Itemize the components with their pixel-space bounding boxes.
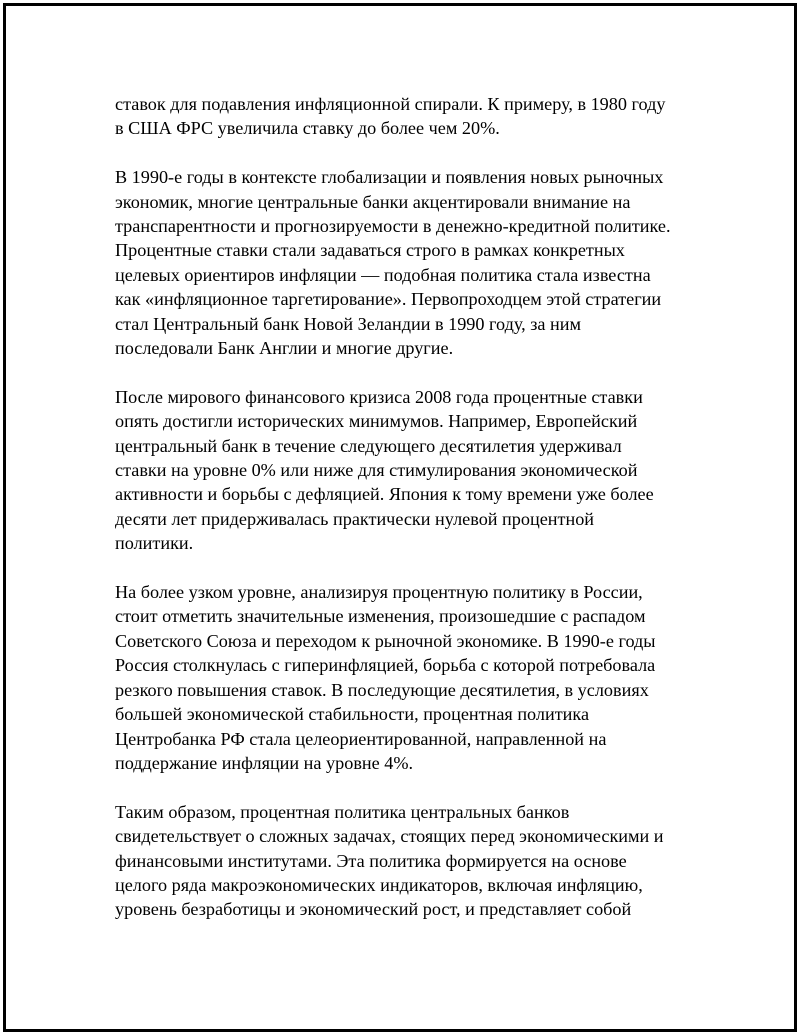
paragraph bbox=[115, 92, 715, 141]
text-line: Процентные ставки стали задаваться строго в рамках конкретных bbox=[115, 240, 625, 261]
paragraph bbox=[115, 165, 715, 360]
text-line: финансовыми институтами. Эта политика формируется на основе bbox=[115, 850, 627, 871]
text-line: ставок для подавления инфляционной спирали. К примеру, в 1980 году bbox=[115, 94, 666, 114]
text-line: ставки на уровне 0% или ниже для стимулирования экономической bbox=[115, 460, 638, 481]
text-line: стал Центральный банк Новой Зеландии в 1990 году, за ним bbox=[115, 313, 582, 334]
text-line: экономик, многие центральные банки акцентировали внимание на bbox=[115, 191, 631, 212]
text-line: На более узком уровне, анализируя процентную политику в России, bbox=[115, 582, 643, 603]
text-line: поддержание инфляции на уровне 4%. bbox=[115, 752, 414, 773]
text-line: большей экономической стабильности, процентная политика bbox=[115, 704, 590, 725]
text-line: уровень безработицы и экономический рост, и представляет собой bbox=[115, 899, 632, 920]
paragraph bbox=[115, 385, 715, 556]
text-line: В 1990-е годы в контексте глобализации и появления новых рыночных bbox=[115, 167, 664, 188]
text-line: стоит отметить значительные изменения, произошедшие с распадом bbox=[115, 606, 646, 627]
text-line: политики. bbox=[115, 533, 194, 554]
text-line: центральный банк в течение следующего десятилетия удерживал bbox=[115, 435, 622, 456]
text-line: опять достигли исторических минимумов. Например, Европейский bbox=[115, 411, 638, 432]
text-line: Россия столкнулась с гиперинфляцией, борьба с которой потребовала bbox=[115, 655, 656, 676]
text-line: активности и борьбы с дефляцией. Япония к тому времени уже более bbox=[115, 484, 654, 505]
document-body bbox=[115, 92, 715, 946]
paragraph bbox=[115, 800, 715, 922]
text-line: целого ряда макроэкономических индикаторов, включая инфляцию, bbox=[115, 874, 643, 895]
paragraph bbox=[115, 580, 715, 775]
text-line: целевых ориентиров инфляции — подобная политика стала известна bbox=[115, 264, 651, 285]
text-line: в США ФРС увеличила ставку до более чем 20%. bbox=[115, 118, 500, 139]
text-line: десяти лет придерживалась практически нулевой процентной bbox=[115, 508, 595, 529]
text-line: резкого повышения ставок. В последующие десятилетия, в условиях bbox=[115, 679, 649, 700]
text-line: свидетельствует о сложных задачах, стоящих перед экономическими и bbox=[115, 826, 664, 847]
text-line: как «инфляционное таргетирование». Первопроходцем этой стратегии bbox=[115, 289, 662, 310]
text-line: После мирового финансового кризиса 2008 года процентные ставки bbox=[115, 386, 643, 407]
text-line: Таким образом, процентная политика центральных банков bbox=[115, 801, 570, 822]
text-line: транспарентности и прогнозируемости в денежно-кредитной политике. bbox=[115, 216, 671, 237]
text-line: Центробанка РФ стала целеориентированной, направленной на bbox=[115, 728, 607, 749]
text-line: Советского Союза и переходом к рыночной экономике. В 1990-е годы bbox=[115, 630, 656, 651]
text-line: последовали Банк Англии и многие другие. bbox=[115, 338, 454, 359]
